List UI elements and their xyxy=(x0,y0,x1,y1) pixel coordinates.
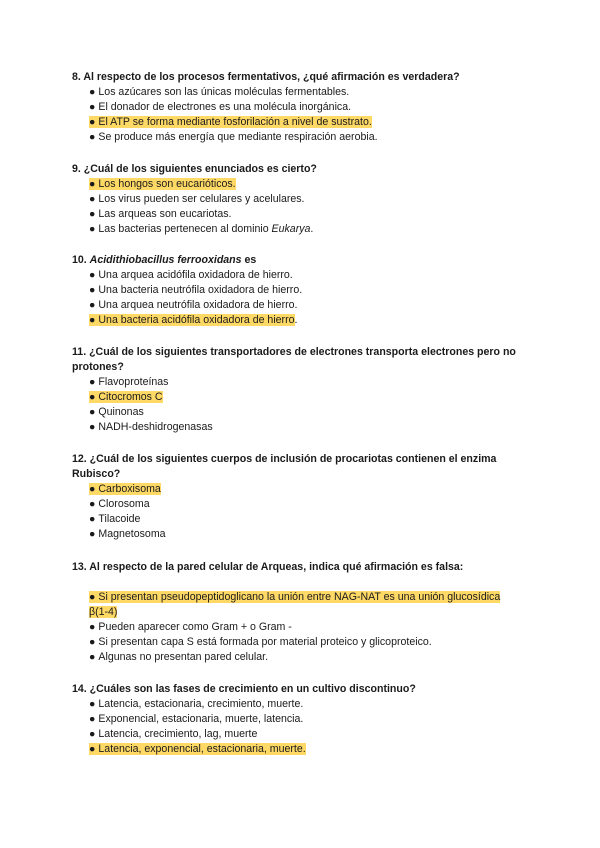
option: ● Una bacteria neutrófila oxidadora de hierro. xyxy=(89,284,303,296)
option-correct: ● Los hongos son eucarióticos. xyxy=(89,178,236,190)
question-title: 12. ¿Cuál de los siguientes cuerpos de inclusión de procariotas contienen el enzima Rubisco? xyxy=(72,453,497,480)
option-correct: ● El ATP se forma mediante fosforilación a nivel de sustrato. xyxy=(89,116,372,128)
question-title: 8. Al respecto de los procesos fermentativos, ¿qué afirmación es verdadera? xyxy=(72,71,460,83)
option: ● El donador de electrones es una molécula inorgánica. xyxy=(89,101,352,113)
option-list xyxy=(72,177,542,237)
option-list xyxy=(72,590,542,665)
question-title: 14. ¿Cuáles son las fases de crecimiento en un cultivo discontinuo? xyxy=(72,683,416,695)
question-title: 10. Acidithiobacillus ferrooxidans es xyxy=(72,254,257,266)
option: ● Flavoproteínas xyxy=(89,376,169,388)
question-title: 13. Al respecto de la pared celular de Arqueas, indica qué afirmación es falsa: xyxy=(72,561,464,573)
option-list xyxy=(72,268,542,328)
option: ● Quinonas xyxy=(89,406,144,418)
option: ● Clorosoma xyxy=(89,498,150,510)
option-list xyxy=(72,697,542,757)
option: ● Los azúcares son las únicas moléculas fermentables. xyxy=(89,86,350,98)
question-14 xyxy=(72,682,542,757)
question-9 xyxy=(72,162,542,237)
question-12 xyxy=(72,452,542,542)
option: ● Tilacoide xyxy=(89,513,141,525)
option-list xyxy=(72,85,542,145)
option-list xyxy=(72,482,542,542)
option: ● Las bacterias pertenecen al dominio Eukarya. xyxy=(89,223,314,235)
option-list xyxy=(72,375,542,435)
option: ● Latencia, crecimiento, lag, muerte xyxy=(89,728,258,740)
question-8 xyxy=(72,70,542,145)
question-10 xyxy=(72,253,542,328)
option-correct: ● Una bacteria acidófila oxidadora de hierro. xyxy=(89,314,298,326)
option: ● Las arqueas son eucariotas. xyxy=(89,208,232,220)
option: ● Una arquea neutrófila oxidadora de hierro. xyxy=(89,299,298,311)
question-title: 9. ¿Cuál de los siguientes enunciados es cierto? xyxy=(72,163,317,175)
option-correct: ● Latencia, exponencial, estacionaria, muerte. xyxy=(89,743,306,755)
option-correct: ● Carboxisoma xyxy=(89,483,161,495)
question-title: 11. ¿Cuál de los siguientes transportadores de electrones transporta electrones pero no protones? xyxy=(72,346,516,373)
option: ● Exponencial, estacionaria, muerte, latencia. xyxy=(89,713,304,725)
option: ● Una arquea acidófila oxidadora de hierro. xyxy=(89,269,293,281)
question-13 xyxy=(72,560,542,665)
option-correct: ● Si presentan pseudopeptidoglicano la unión entre NAG-NAT es una unión glucosídica β(1-4) xyxy=(89,591,501,618)
option-correct: ● Citocromos C xyxy=(89,391,163,403)
option: ● Los virus pueden ser celulares y acelulares. xyxy=(89,193,305,205)
option: ● Pueden aparecer como Gram + o Gram - xyxy=(89,621,292,633)
option: ● Magnetosoma xyxy=(89,528,166,540)
option: ● Se produce más energía que mediante respiración aerobia. xyxy=(89,131,378,143)
question-11 xyxy=(72,345,542,435)
option: ● NADH-deshidrogenasas xyxy=(89,421,213,433)
option: ● Algunas no presentan pared celular. xyxy=(89,651,269,663)
option: ● Latencia, estacionaria, crecimiento, muerte. xyxy=(89,698,304,710)
option: ● Si presentan capa S está formada por material proteico y glicoproteico. xyxy=(89,636,432,648)
